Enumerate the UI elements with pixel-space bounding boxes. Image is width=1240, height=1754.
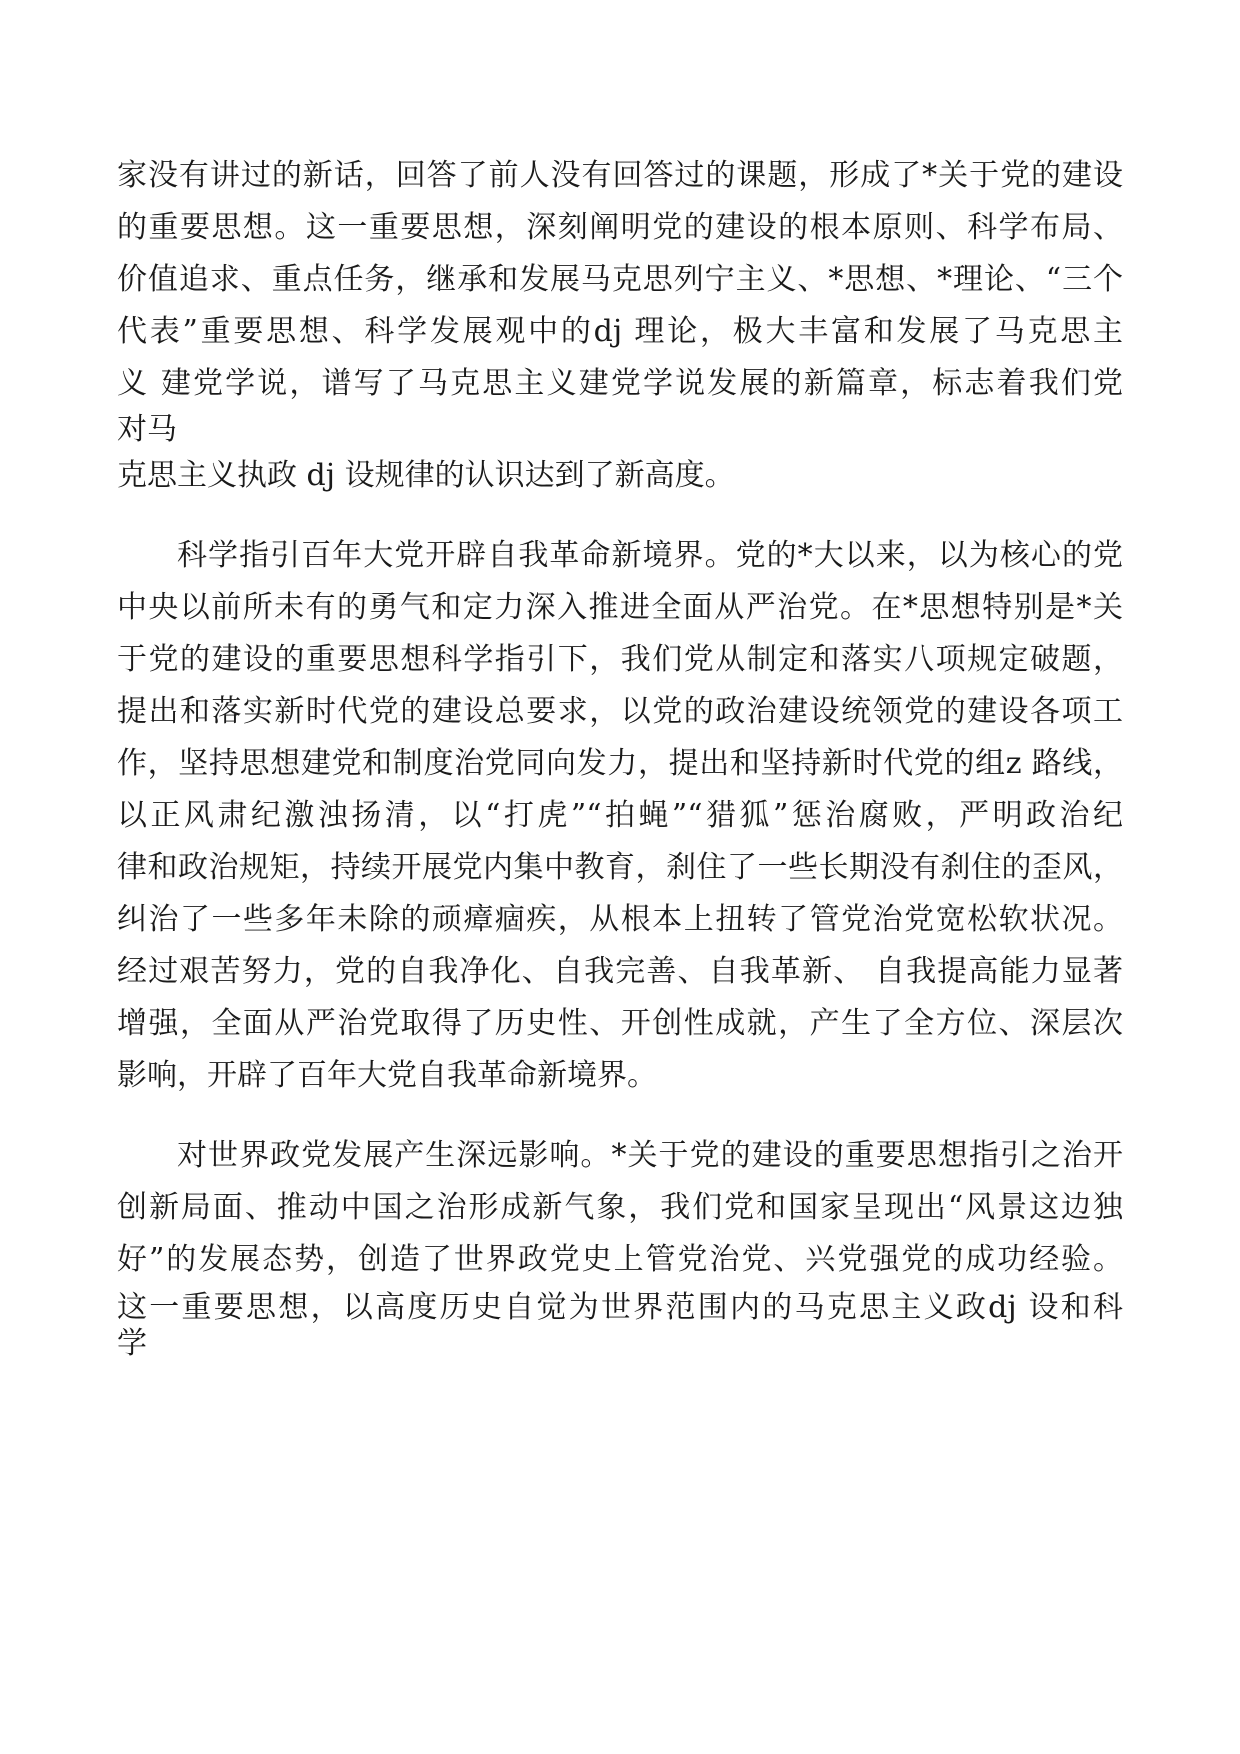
paragraph-2-line-1: 科学指引百年大党开辟自我革命新境界。党的*大以来，以为核心的党	[177, 538, 1123, 573]
paragraph-3-line-3: 好”的发展态势，创造了世界政党史上管党治党、兴党强党的成功经验。	[117, 1242, 1123, 1277]
paragraph-2-line-4: 提出和落实新时代党的建设总要求，以党的政治建设统领党的建设各项工	[117, 694, 1123, 729]
paragraph-1-line-2: 的重要思想。这一重要思想，深刻阐明党的建设的根本原则、科学布局、	[117, 210, 1123, 245]
paragraph-3-line-1: 对世界政党发展产生深远影响。*关于党的建设的重要思想指引之治开	[177, 1138, 1123, 1173]
paragraph-2-line-9: 经过艰苦努力，党的自我净化、自我完善、自我革新、 自我提高能力显著	[117, 954, 1123, 989]
paragraph-1-line-6: 对马	[117, 412, 177, 447]
paragraph-2-line-6: 以正风肃纪激浊扬清，以“打虎”“拍蝇”“猎狐”惩治腐败，严明政治纪	[117, 798, 1123, 833]
paragraph-2-line-2: 中央以前所未有的勇气和定力深入推进全面从严治党。在*思想特别是*关	[117, 590, 1123, 625]
paragraph-1-line-1: 家没有讲过的新话，回答了前人没有回答过的课题，形成了*关于党的建设	[117, 158, 1123, 193]
paragraph-1-line-4: 代表”重要思想、科学发展观中的dj 理论，极大丰富和发展了马克思主	[117, 314, 1123, 349]
paragraph-2-line-7: 律和政治规矩，持续开展党内集中教育，刹住了一些长期没有刹住的歪风，	[117, 850, 1123, 885]
paragraph-1-line-3: 价值追求、重点任务，继承和发展马克思列宁主义、*思想、*理论、“三个	[117, 262, 1123, 297]
paragraph-3-line-2: 创新局面、推动中国之治形成新气象，我们党和国家呈现出“风景这边独	[117, 1190, 1123, 1225]
paragraph-1-line-5: 义 建党学说，谱写了马克思主义建党学说发展的新篇章，标志着我们党	[117, 366, 1123, 401]
paragraph-2-line-5: 作，坚持思想建党和制度治党同向发力，提出和坚持新时代党的组z 路线，	[117, 746, 1123, 781]
paragraph-3-line-5: 学	[117, 1326, 147, 1361]
paragraph-2-line-11: 影响，开辟了百年大党自我革命新境界。	[117, 1058, 657, 1093]
paragraph-2-line-8: 纠治了一些多年未除的顽瘴痼疾，从根本上扭转了管党治党宽松软状况。	[117, 902, 1123, 937]
paragraph-2-line-10: 增强，全面从严治党取得了历史性、开创性成就，产生了全方位、深层次	[117, 1006, 1123, 1041]
paragraph-1-line-7: 克思主义执政 dj 设规律的认识达到了新高度。	[117, 458, 735, 493]
paragraph-2-line-3: 于党的建设的重要思想科学指引下，我们党从制定和落实八项规定破题，	[117, 642, 1123, 677]
paragraph-3-line-4: 这一重要思想，以高度历史自觉为世界范围内的马克思主义政dj 设和科	[117, 1290, 1123, 1325]
